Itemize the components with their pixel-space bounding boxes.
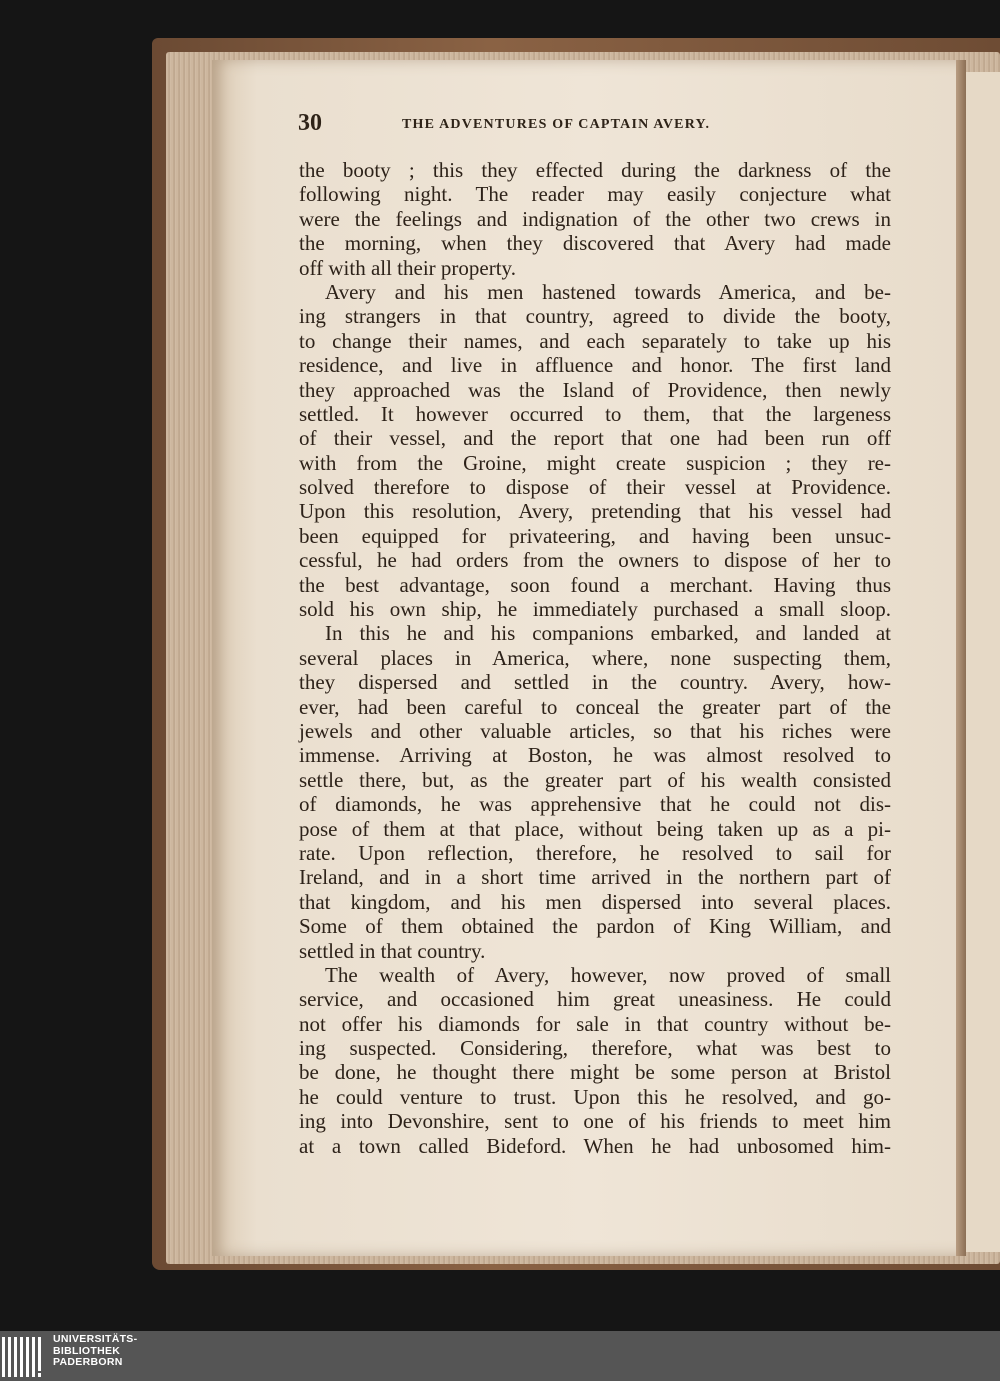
text-line: at a town called Bideford. When he had unbosomed him- — [299, 1133, 891, 1158]
text-line: rate. Upon reflection, therefore, he resolved to sail for — [299, 840, 891, 865]
text-line: immense. Arriving at Boston, he was almost resolved to — [299, 743, 891, 768]
text-line: they approached was the Island of Providence, then newly — [299, 377, 891, 402]
text-line: settle there, but, as the greater part of his wealth consisted — [299, 767, 891, 792]
body-text — [299, 158, 891, 1158]
text-line: settled in that country. — [299, 938, 486, 963]
text-line: ever, had been careful to conceal the greater part of the — [299, 694, 891, 719]
page-number: 30 — [298, 110, 322, 136]
library-name — [53, 1334, 137, 1369]
text-line: that kingdom, and his men dispersed into several places. — [299, 889, 891, 914]
text-line: the booty ; this they effected during the darkness of the — [299, 158, 891, 182]
text-line: service, and occasioned him great uneasiness. He could — [299, 987, 891, 1012]
text-line: ing into Devonshire, sent to one of his friends to meet him — [299, 1109, 891, 1134]
library-name-line: PADERBORN — [53, 1356, 123, 1368]
text-line: the morning, when they discovered that Avery had made — [299, 231, 891, 256]
text-line: several places in America, where, none suspecting them, — [299, 645, 891, 670]
library-footer — [0, 1331, 1000, 1381]
text-line: of diamonds, he was apprehensive that he could not dis- — [299, 792, 891, 817]
text-line: cessful, he had orders from the owners to dispose of her to — [299, 548, 891, 573]
text-line: Some of them obtained the pardon of King William, and — [299, 914, 891, 939]
text-line: Avery and his men hastened towards America, and be- — [325, 279, 891, 304]
text-line: off with all their property. — [299, 255, 516, 280]
text-line: to change their names, and each separately to take up his — [299, 328, 891, 353]
library-barcode-logo-icon — [0, 1333, 46, 1379]
text-line: the best advantage, soon found a merchant. Having thus — [299, 572, 891, 597]
text-line: ing suspected. Considering, therefore, what was best to — [299, 1036, 891, 1061]
running-title: THE ADVENTURES OF CAPTAIN AVERY. — [402, 117, 711, 132]
library-name-line: UNIVERSITÄTS- — [53, 1333, 138, 1345]
text-line: Upon this resolution, Avery, pretending that his vessel had — [299, 499, 891, 524]
text-line: with from the Groine, might create suspicion ; they re- — [299, 450, 891, 475]
text-line: been equipped for privateering, and having been unsuc- — [299, 523, 891, 548]
text-line: Ireland, and in a short time arrived in the northern part of — [299, 865, 891, 890]
text-line: following night. The reader may easily conjecture what — [299, 182, 891, 207]
text-line: The wealth of Avery, however, now proved of small — [325, 962, 891, 987]
book-gutter — [956, 60, 966, 1256]
text-line: jewels and other valuable articles, so that his riches were — [299, 718, 891, 743]
text-line: he could venture to trust. Upon this he resolved, and go- — [299, 1084, 891, 1109]
text-line: not offer his diamonds for sale in that country without be- — [299, 1011, 891, 1036]
text-line: were the feelings and indignation of the other two crews in — [299, 206, 891, 231]
facing-page-edge — [966, 72, 1000, 1252]
text-line: sold his own ship, he immediately purchased a small sloop. — [299, 597, 891, 622]
text-line: they dispersed and settled in the country. Avery, how- — [299, 670, 891, 695]
text-line: be done, he thought there might be some person at Bristol — [299, 1060, 891, 1085]
text-line: In this he and his companions embarked, and landed at — [325, 621, 891, 646]
text-line: pose of them at that place, without being taken up as a pi- — [299, 816, 891, 841]
text-line: of their vessel, and the report that one had been run off — [299, 426, 891, 451]
text-line: ing strangers in that country, agreed to divide the booty, — [299, 304, 891, 329]
running-head — [298, 110, 892, 140]
text-line: residence, and live in affluence and honor. The first land — [299, 353, 891, 378]
library-name-line: BIBLIOTHEK — [53, 1344, 121, 1357]
text-line: solved therefore to dispose of their vessel at Providence. — [299, 475, 891, 500]
text-line: settled. It however occurred to them, that the largeness — [299, 401, 891, 426]
